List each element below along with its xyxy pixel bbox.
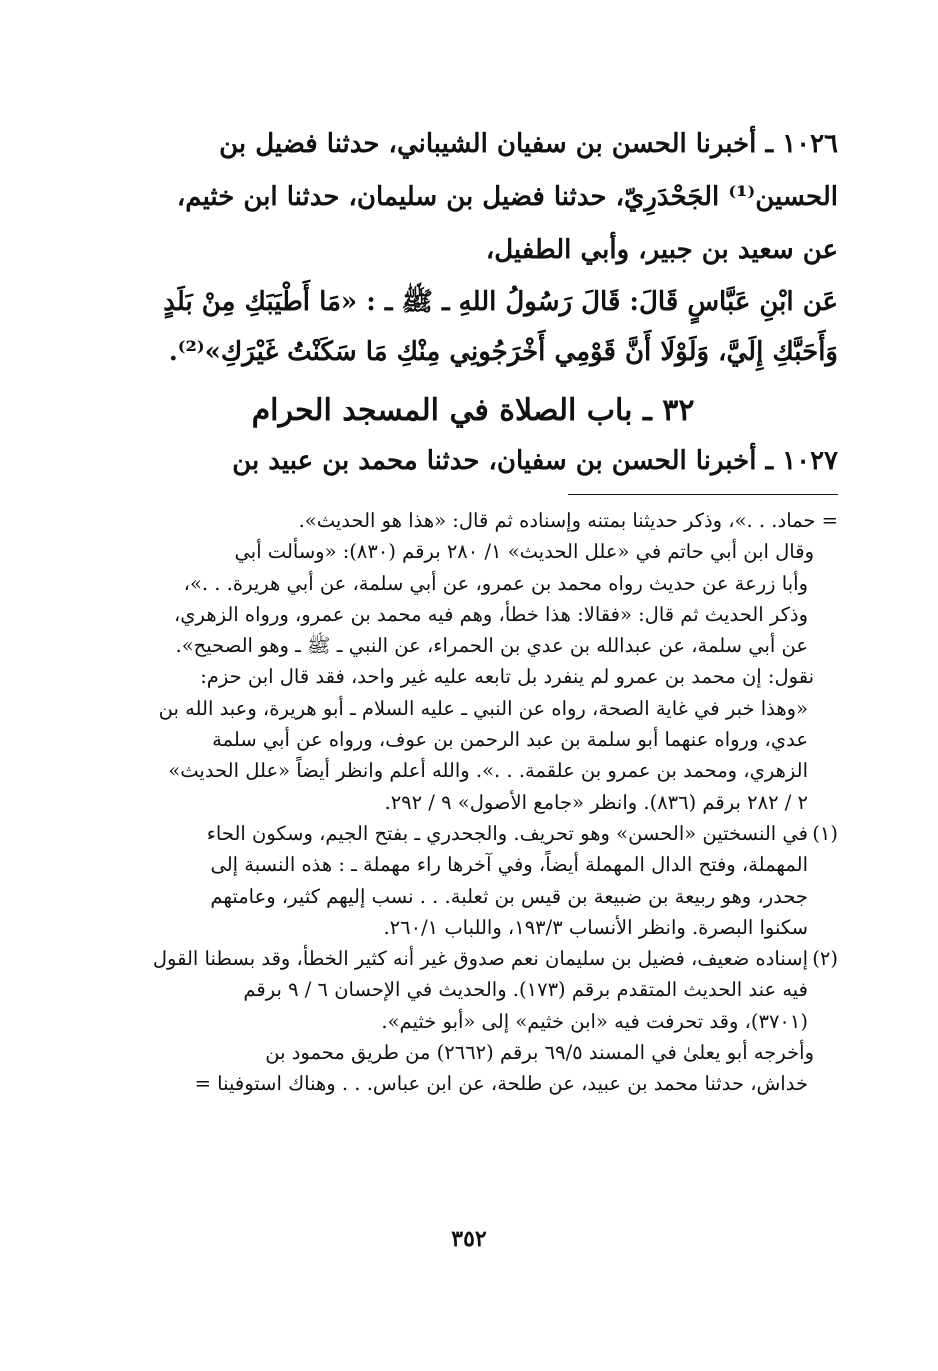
footnote-continuation-line: «وهذا خبر في غاية الصحة، رواه عن النبي ـ عليه السلام ـ أبو هريرة، وعبد الله بن: [158, 696, 808, 720]
chapter-heading: ٣٢ ـ باب الصلاة في المسجد الحرام: [251, 393, 695, 428]
hadith-1026-line-3: عن سعيد بن جبير، وأبي الطفيل،: [485, 235, 838, 265]
footnote-2-line-1: [108, 943, 838, 974]
footnote-1-number: (١): [812, 821, 838, 845]
footnote-continuation-line: نقول: إن محمد بن عمرو لم ينفرد بل تابعه عليه غير واحد، فقد قال ابن حزم:: [200, 665, 814, 689]
hadith-1026-line-4: عَن ابْنِ عَبَّاسٍ قَالَ: قَالَ رَسُولُ اللهِ ـ ﷺ ـ : «مَا أَطْيَبَكِ مِنْ بَلَدٍ: [163, 287, 838, 317]
footnote-2-line: خداش، حدثنا محمد بن عبيد، عن طلحة، عن ابن عباس. . . وهناك استوفينا =: [194, 1072, 808, 1096]
footnote-continuation-line: عن أبي سلمة، عن عبدالله بن عدي بن الحمراء، عن النبي ـ ﷺ ـ وهو الصحيح».: [175, 634, 808, 658]
hadith-1026-line-1: ١٠٢٦ ـ أخبرنا الحسن بن سفيان الشيباني، حدثنا فضيل بن: [219, 129, 838, 159]
footnote-2-line: فيه عند الحديث المتقدم برقم (١٧٣). والحديث في الإحسان ٦ / ٩ برقم: [243, 978, 808, 1002]
footnote-divider: [568, 494, 838, 495]
footnote-1-line-1: [108, 818, 838, 849]
footnote-continuation-line: وقال ابن أبي حاتم في «علل الحديث» ١/ ٢٨٠ برقم (٨٣٠): «وسألت أبي: [234, 540, 814, 564]
footnote-1-line: جحدر، وهو ربيعة بن ضبيعة بن قيس بن ثعلبة. . . نسب إليهم كثير، وعامتهم: [210, 884, 808, 908]
footnote-continuation-line: وأبا زرعة عن حديث رواه محمد بن عمرو، عن أبي سلمة، عن أبي هريرة. . .»،: [183, 571, 808, 595]
footnote-continuation-line: = حماد. . .»، وذكر حديثنا بمتنه وإسناده ثم قال: «هذا هو الحديث».: [298, 509, 838, 532]
footnote-2-line: وأخرجه أبو يعلىٰ في المسند ٦٩/٥ برقم (٢٦٦٢) من طريق محمود بن: [265, 1041, 814, 1065]
hadith-1026-line-5: وَأَحَبَّكِ إِلَيَّ، وَلَوْلَا أَنَّ قَوْمِي أَخْرَجُونِي مِنْكِ مَا سَكَنْتُ غَيْرَكِ»⁽²⁾.: [168, 337, 838, 367]
footnote-continuation-line: الزهري، ومحمد بن عمرو بن علقمة. . .». والله أعلم وانظر أيضاً «علل الحديث»: [168, 759, 808, 783]
hadith-1027-line: ١٠٢٧ ـ أخبرنا الحسن بن سفيان، حدثنا محمد بن عبيد بن: [232, 446, 838, 476]
hadith-1026-line-2: الحسين⁽¹⁾ الجَحْدَرِيّ، حدثنا فضيل بن سليمان، حدثنا ابن خثيم،: [176, 182, 838, 212]
footnote-continuation-line: ٢ / ٢٨٢ برقم (٨٣٦). وانظر «جامع الأصول» ٩ / ٢٩٢.: [384, 790, 808, 814]
page-number: ٣٥٢: [451, 1226, 487, 1252]
footnote-continuation-line: عدي، ورواه عنهما أبو سلمة بن عبد الرحمن بن عوف، ورواه عن أبي سلمة: [212, 728, 808, 752]
page-body: [108, 118, 838, 1100]
footnote-2-text: إسناده ضعيف، فضيل بن سليمان نعم صدوق غير أنه كثير الخطأ، وقد بسطنا القول: [152, 947, 808, 971]
footnote-1-text: في النسختين «الحسن» وهو تحريف. والجحدري ـ بفتح الجيم، وسكون الحاء: [206, 821, 808, 845]
footnotes: [108, 505, 838, 1100]
footnote-2-number: (٢): [812, 947, 838, 971]
footnote-2-line: (٣٧٠١)، وقد تحرفت فيه «ابن خثيم» إلى «أبو خثيم».: [381, 1009, 808, 1033]
footnote-1-line: المهملة، وفتح الدال المهملة أيضاً، وفي آخرها راء مهملة ـ : هذه النسبة إلى: [210, 853, 808, 877]
footnote-1-line: سكنوا البصرة. وانظر الأنساب ١٩٣/٣، واللباب ٢٦٠/١.: [383, 915, 808, 939]
footnote-continuation-line: وذكر الحديث ثم قال: «فقالا: هذا خطأ، وهم فيه محمد بن عمرو، ورواه الزهري،: [174, 602, 808, 626]
